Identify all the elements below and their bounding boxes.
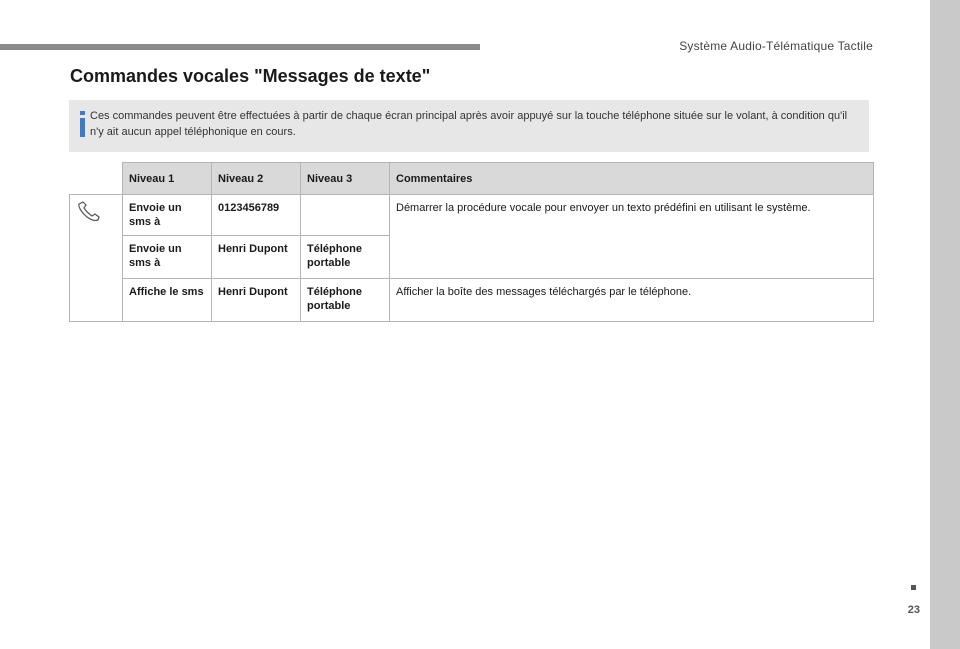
info-icon xyxy=(77,111,89,137)
page-number: 23 xyxy=(907,604,920,616)
header-commentaires: Commentaires xyxy=(390,163,874,195)
header-niveau-2: Niveau 2 xyxy=(212,163,301,195)
row1-niveau-3 xyxy=(301,195,390,236)
header-blank xyxy=(70,163,123,195)
phone-handset-icon xyxy=(76,201,102,223)
info-box xyxy=(69,100,869,152)
page-title: Commandes vocales "Messages de texte" xyxy=(70,66,431,86)
icon-cell xyxy=(70,195,123,322)
row3-comment: Afficher la boîte des messages téléchargés par le téléphone. xyxy=(390,279,874,322)
page-marker xyxy=(911,585,916,590)
info-text: Ces commandes peuvent être effectuées à partir de chaque écran principal après avoir appuyé sur la touche téléphone située sur le volant, à condition qu'il n'y ait aucun appel téléphonique en cours. xyxy=(90,110,848,138)
header-rule xyxy=(0,44,480,50)
row2-niveau-1: Envoie un sms à xyxy=(123,236,212,279)
row1-niveau-1: Envoie un sms à xyxy=(123,195,212,236)
row3-niveau-1: Affiche le sms xyxy=(123,279,212,322)
row2-niveau-2: Henri Dupont xyxy=(212,236,301,279)
row3-niveau-3: Téléphone portable xyxy=(301,279,390,322)
voice-commands-table xyxy=(69,162,874,322)
table-row xyxy=(70,279,874,322)
running-title: Système Audio-Télématique Tactile xyxy=(679,39,873,53)
header-niveau-3: Niveau 3 xyxy=(301,163,390,195)
row1-niveau-2: 0123456789 xyxy=(212,195,301,236)
row2-niveau-3: Téléphone portable xyxy=(301,236,390,279)
row3-niveau-2: Henri Dupont xyxy=(212,279,301,322)
table-row xyxy=(70,195,874,236)
header-niveau-1: Niveau 1 xyxy=(123,163,212,195)
row1-comment: Démarrer la procédure vocale pour envoyer un texto prédéfini en utilisant le système. xyxy=(390,195,874,279)
page-edge-strip xyxy=(930,0,960,649)
table-header-row xyxy=(70,163,874,195)
